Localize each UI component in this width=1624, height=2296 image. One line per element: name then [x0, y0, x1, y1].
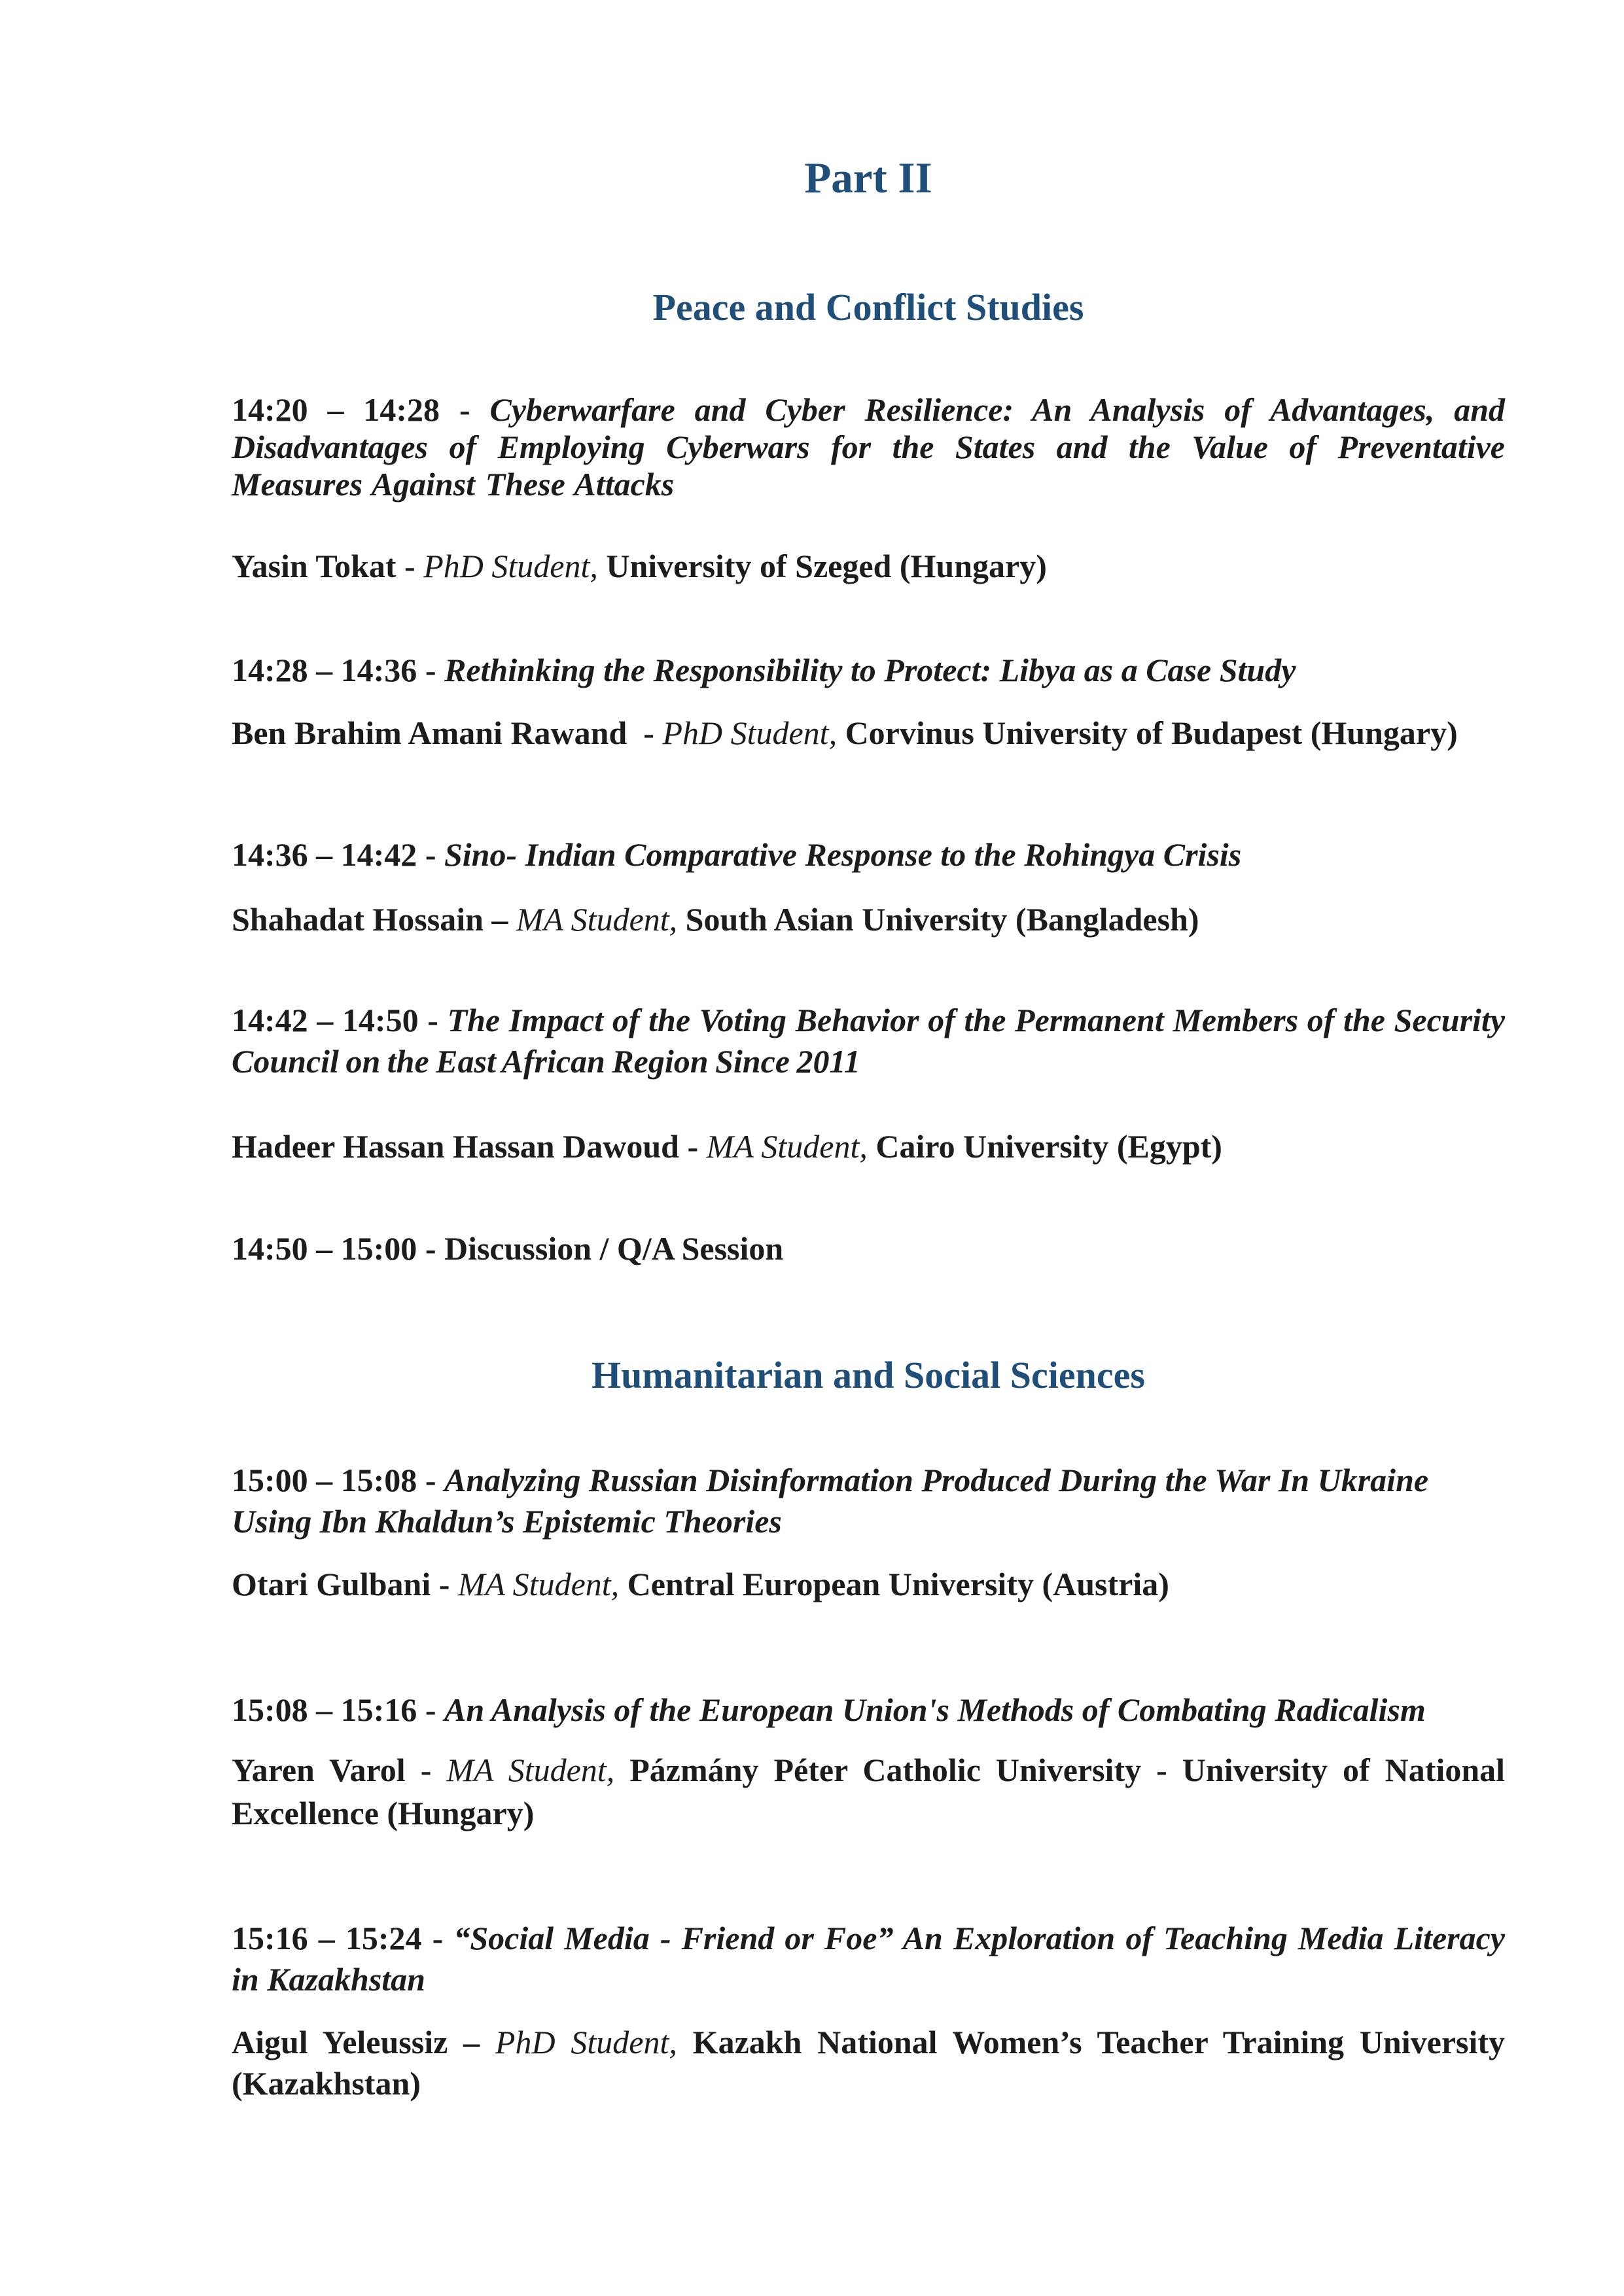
time-separator: -	[425, 1230, 436, 1267]
speaker-line	[232, 2022, 1505, 2104]
speaker-name: Otari Gulbani	[232, 1566, 431, 1602]
presentation-title: Rethinking the Responsibility to Protect: Libya as a Case Study	[444, 652, 1296, 688]
time-separator: -	[432, 1920, 444, 1956]
session-time: 15:16 – 15:24	[232, 1920, 422, 1956]
speaker-affiliation: Corvinus University of Budapest (Hungary)	[845, 715, 1458, 751]
time-separator: -	[425, 1691, 436, 1728]
session-entry	[232, 650, 1505, 691]
session-time: 14:42 – 14:50	[232, 1002, 419, 1038]
speaker-line	[232, 1564, 1505, 1605]
session-time: 15:00 – 15:08	[232, 1462, 417, 1498]
presentation-title: An Analysis of the European Union's Methods of Combating Radicalism	[444, 1691, 1426, 1728]
speaker-role: MA Student,	[516, 901, 678, 938]
session-time: 15:08 – 15:16	[232, 1691, 417, 1728]
speaker-affiliation: Pázmány Péter Catholic University - University of National Excellence (Hungary)	[232, 1752, 1506, 1831]
speaker-line	[232, 899, 1505, 940]
speaker-role: PhD Student,	[495, 2024, 677, 2060]
speaker-affiliation: Kazakh National Women’s Teacher Training University (Kazakhstan)	[232, 2024, 1506, 2102]
speaker-name: Yasin Tokat	[232, 548, 397, 584]
speaker-name: Yaren Varol	[232, 1752, 406, 1788]
speaker-separator: -	[643, 715, 654, 751]
speaker-role: MA Student,	[706, 1128, 868, 1165]
speaker-line	[232, 546, 1505, 587]
presentation-title: Cyberwarfare and Cyber Resilience: An Analysis of Advantages, and Disadvantages of Employing Cyberwars for the States and the Value of Preventative Measures Against These Attacks	[232, 391, 1506, 503]
session-time: 14:20 – 14:28	[232, 391, 440, 428]
speaker-role: PhD Student,	[662, 715, 838, 751]
session-entry	[232, 1000, 1505, 1082]
speaker-affiliation: University of Szeged (Hungary)	[606, 548, 1047, 584]
speaker-name: Ben Brahim Amani Rawand	[232, 715, 627, 751]
time-separator: -	[425, 652, 436, 688]
speaker-separator: -	[404, 548, 415, 584]
speaker-separator: -	[438, 1566, 450, 1602]
speaker-affiliation: Cairo University (Egypt)	[875, 1128, 1222, 1165]
section-heading-peace-conflict: Peace and Conflict Studies	[652, 286, 1084, 328]
presentation-title: The Impact of the Voting Behavior of the Permanent Members of the Security Council on the East African Region Since 2011	[232, 1002, 1506, 1080]
speaker-role: PhD Student,	[423, 548, 598, 584]
speaker-role: MA Student,	[457, 1566, 620, 1602]
speaker-separator: -	[687, 1128, 699, 1165]
session-entry	[232, 1689, 1505, 1731]
time-separator: -	[425, 836, 436, 873]
speaker-name: Shahadat Hossain	[232, 901, 484, 938]
speaker-name: Hadeer Hassan Hassan Dawoud	[232, 1128, 679, 1165]
presentation-title: “Social Media - Friend or Foe” An Exploration of Teaching Media Literacy in Kazakhstan	[232, 1920, 1505, 1998]
speaker-line	[232, 1126, 1505, 1167]
session-entry	[232, 1918, 1505, 2000]
part-title: Part II	[804, 154, 932, 202]
discussion-title: Discussion / Q/A Session	[444, 1230, 784, 1267]
discussion-entry	[232, 1228, 1505, 1269]
time-separator: -	[459, 391, 470, 428]
session-entry	[232, 834, 1505, 875]
presentation-title: Sino- Indian Comparative Response to the Rohingya Crisis	[444, 836, 1242, 873]
presentation-title: Analyzing Russian Disinformation Produced During the War In Ukraine Using Ibn Khaldun’s Epistemic Theories	[232, 1462, 1429, 1540]
speaker-role: MA Student,	[446, 1752, 615, 1788]
section-heading-humanitarian: Humanitarian and Social Sciences	[591, 1354, 1145, 1396]
session-time: 14:50 – 15:00	[232, 1230, 417, 1267]
speaker-line	[232, 713, 1505, 754]
speaker-affiliation: Central European University (Austria)	[627, 1566, 1169, 1602]
session-entry	[232, 1460, 1505, 1542]
speaker-affiliation: South Asian University (Bangladesh)	[685, 901, 1199, 938]
speaker-line	[232, 1748, 1505, 1835]
time-separator: -	[425, 1462, 436, 1498]
speaker-separator: –	[463, 2024, 480, 2060]
speaker-name: Aigul Yeleussiz	[232, 2024, 448, 2060]
time-separator: -	[427, 1002, 438, 1038]
session-time: 14:36 – 14:42	[232, 836, 417, 873]
speaker-separator: –	[491, 901, 508, 938]
session-entry	[232, 391, 1505, 503]
speaker-separator: -	[420, 1752, 432, 1788]
session-time: 14:28 – 14:36	[232, 652, 417, 688]
